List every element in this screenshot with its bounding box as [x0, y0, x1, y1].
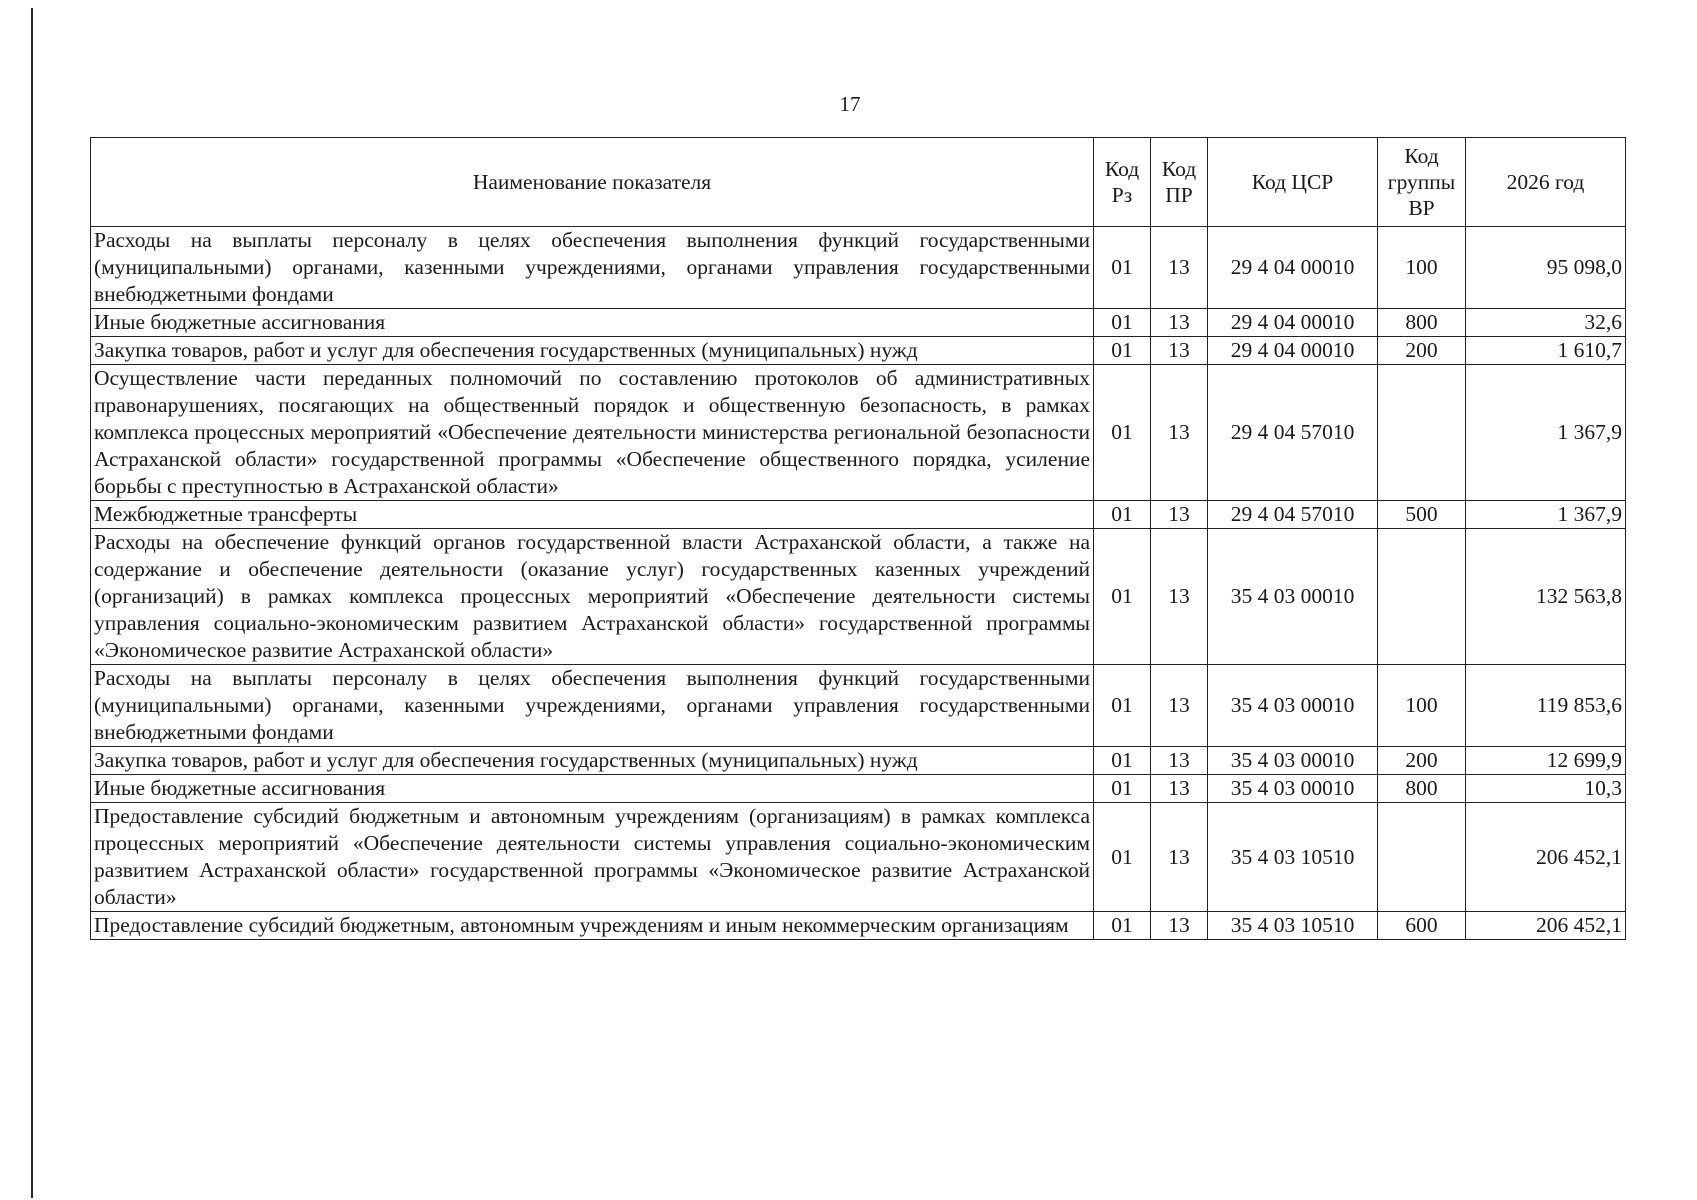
row-csr: 35 4 03 00010	[1208, 747, 1378, 775]
row-name: Расходы на выплаты персоналу в целях обеспечения выполнения функций государственными (муниципальными) органами, казенными учреждениями, органами управления государственными внебюджетными фондами	[91, 665, 1094, 747]
binding-margin-line	[31, 8, 33, 1198]
header-name: Наименование показателя	[91, 138, 1094, 227]
row-name: Расходы на обеспечение функций органов государственной власти Астраханской области, а также на содержание и обеспечение деятельности (оказание услуг) государственных казенных учреждений (организаций) в рамках комплекса процессных мероприятий «Обеспечение деятельности системы управления социально-экономическим развитием Астраханской области» государственной программы «Экономическое развитие Астраханской области»	[91, 529, 1094, 665]
row-rz: 01	[1094, 337, 1151, 365]
row-csr: 29 4 04 00010	[1208, 309, 1378, 337]
row-vr: 200	[1378, 337, 1466, 365]
table-row	[91, 665, 1626, 747]
row-amount: 132 563,8	[1466, 529, 1626, 665]
page-number: 17	[839, 92, 861, 116]
row-csr: 29 4 04 57010	[1208, 501, 1378, 529]
row-csr: 35 4 03 00010	[1208, 529, 1378, 665]
row-name: Осуществление части переданных полномочий по составлению протоколов об административных правонарушениях, посягающих на общественный порядок и общественную безопасность, в рамках комплекса процессных мероприятий «Обеспечение деятельности министерства региональной безопасности Астраханской области» государственной программы «Обеспечение общественного порядка, усиление борьбы с преступностью в Астраханской области»	[91, 365, 1094, 501]
table-row	[91, 501, 1626, 529]
row-pr: 13	[1151, 337, 1208, 365]
row-rz: 01	[1094, 665, 1151, 747]
budget-table	[90, 137, 1626, 940]
table-row	[91, 337, 1626, 365]
row-csr: 35 4 03 00010	[1208, 665, 1378, 747]
row-name: Предоставление субсидий бюджетным, автономным учреждениям и иным некоммерческим организациям	[91, 912, 1094, 940]
row-vr	[1378, 803, 1466, 912]
row-vr	[1378, 365, 1466, 501]
row-amount: 206 452,1	[1466, 912, 1626, 940]
table-row	[91, 912, 1626, 940]
row-amount: 119 853,6	[1466, 665, 1626, 747]
row-rz: 01	[1094, 775, 1151, 803]
table-row	[91, 227, 1626, 309]
row-name: Иные бюджетные ассигнования	[91, 309, 1094, 337]
row-pr: 13	[1151, 747, 1208, 775]
header-pr: Код ПР	[1151, 138, 1208, 227]
row-amount: 206 452,1	[1466, 803, 1626, 912]
row-amount: 95 098,0	[1466, 227, 1626, 309]
row-pr: 13	[1151, 365, 1208, 501]
row-rz: 01	[1094, 227, 1151, 309]
row-rz: 01	[1094, 529, 1151, 665]
row-rz: 01	[1094, 803, 1151, 912]
row-pr: 13	[1151, 665, 1208, 747]
table-row	[91, 529, 1626, 665]
header-csr: Код ЦСР	[1208, 138, 1378, 227]
row-csr: 35 4 03 00010	[1208, 775, 1378, 803]
table-row	[91, 747, 1626, 775]
row-vr: 200	[1378, 747, 1466, 775]
row-vr: 500	[1378, 501, 1466, 529]
row-rz: 01	[1094, 501, 1151, 529]
row-pr: 13	[1151, 775, 1208, 803]
row-csr: 35 4 03 10510	[1208, 912, 1378, 940]
row-rz: 01	[1094, 912, 1151, 940]
row-amount: 32,6	[1466, 309, 1626, 337]
row-name: Иные бюджетные ассигнования	[91, 775, 1094, 803]
row-amount: 1 367,9	[1466, 365, 1626, 501]
header-vr: Код группы ВР	[1378, 138, 1466, 227]
row-vr: 800	[1378, 309, 1466, 337]
header-rz: Код Рз	[1094, 138, 1151, 227]
row-pr: 13	[1151, 529, 1208, 665]
row-vr: 600	[1378, 912, 1466, 940]
row-amount: 10,3	[1466, 775, 1626, 803]
table-body	[91, 227, 1626, 940]
row-pr: 13	[1151, 309, 1208, 337]
row-pr: 13	[1151, 227, 1208, 309]
row-vr: 100	[1378, 227, 1466, 309]
row-vr: 800	[1378, 775, 1466, 803]
row-name: Расходы на выплаты персоналу в целях обеспечения выполнения функций государственными (муниципальными) органами, казенными учреждениями, органами управления государственными внебюджетными фондами	[91, 227, 1094, 309]
table-row	[91, 365, 1626, 501]
row-amount: 1 610,7	[1466, 337, 1626, 365]
row-name: Межбюджетные трансферты	[91, 501, 1094, 529]
row-csr: 35 4 03 10510	[1208, 803, 1378, 912]
table-row	[91, 775, 1626, 803]
row-csr: 29 4 04 00010	[1208, 337, 1378, 365]
row-rz: 01	[1094, 365, 1151, 501]
table-row	[91, 803, 1626, 912]
row-pr: 13	[1151, 803, 1208, 912]
row-amount: 12 699,9	[1466, 747, 1626, 775]
row-vr	[1378, 529, 1466, 665]
row-name: Закупка товаров, работ и услуг для обеспечения государственных (муниципальных) нужд	[91, 337, 1094, 365]
header-year: 2026 год	[1466, 138, 1626, 227]
table-row	[91, 309, 1626, 337]
row-vr: 100	[1378, 665, 1466, 747]
row-name: Закупка товаров, работ и услуг для обеспечения государственных (муниципальных) нужд	[91, 747, 1094, 775]
table-header-row	[91, 138, 1626, 227]
row-csr: 29 4 04 00010	[1208, 227, 1378, 309]
row-csr: 29 4 04 57010	[1208, 365, 1378, 501]
row-name: Предоставление субсидий бюджетным и автономным учреждениям (организациям) в рамках комплекса процессных мероприятий «Обеспечение деятельности системы управления социально-экономическим развитием Астраханской области» государственной программы «Экономическое развитие Астраханской области»	[91, 803, 1094, 912]
row-rz: 01	[1094, 747, 1151, 775]
row-rz: 01	[1094, 309, 1151, 337]
row-pr: 13	[1151, 912, 1208, 940]
row-pr: 13	[1151, 501, 1208, 529]
row-amount: 1 367,9	[1466, 501, 1626, 529]
